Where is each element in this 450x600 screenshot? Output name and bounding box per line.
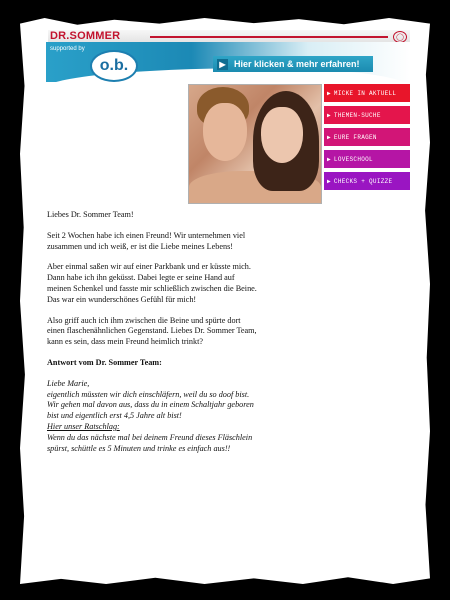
- arrow-right-icon: ▶: [327, 155, 331, 163]
- arrow-right-icon: ▶: [217, 59, 228, 70]
- letter-greeting: Liebes Dr. Sommer Team!: [47, 210, 134, 219]
- answer-text-2: Wenn du das nächste mal bei deinem Freund dieses Fläschlein spürst, schüttle es 5 Minuten und trinke es einfach aus!!: [47, 432, 253, 453]
- nav-item-aktuell[interactable]: ▶ MICKE IN AKTUELL: [324, 84, 410, 102]
- brand-divider: [150, 36, 388, 38]
- answer-advice-heading: Hier unser Ratschlag:: [47, 421, 120, 431]
- answer-salutation: Liebe Marie,: [47, 378, 90, 388]
- letter-content: [47, 210, 257, 454]
- brand-logo[interactable]: DR.SOMMER: [50, 30, 121, 42]
- nav-item-eure-fragen[interactable]: ▶ EURE FRAGEN: [324, 128, 410, 146]
- couple-photo: [188, 84, 322, 204]
- nav-item-checks-quizze[interactable]: ▶ CHECKS + QUIZZE: [324, 172, 410, 190]
- answer-text-1: eigentlich müssten wir dich einschläfern, weil du so doof bist. Wir gehen mal davon aus, dass du in einem Schaltjahr geboren bist und eigentlich erst 4,5 Jahre alt bist!: [47, 389, 254, 421]
- more-info-label: Hier klicken & mehr erfahren!: [234, 59, 360, 69]
- more-info-button[interactable]: [213, 56, 373, 72]
- arrow-right-icon: ▶: [327, 89, 331, 97]
- answer-heading: Antwort vom Dr. Sommer Team:: [47, 357, 162, 367]
- arrow-right-icon: ▶: [327, 177, 331, 185]
- nav-item-themen-suche[interactable]: ▶ THEMEN-SUCHE: [324, 106, 410, 124]
- side-nav: [324, 84, 410, 194]
- letter-paragraph-1: Seit 2 Wochen habe ich einen Freund! Wir unternehmen viel zusammen und ich weiß, er ist die Liebe meines Lebens!: [47, 230, 246, 251]
- arrow-right-icon: ▶: [327, 133, 331, 141]
- answer-body: [47, 379, 257, 455]
- ob-logo[interactable]: o.b.: [90, 50, 138, 82]
- nav-item-loveschool[interactable]: ▶ LOVESCHOOL: [324, 150, 410, 168]
- globe-icon[interactable]: ◯: [393, 31, 407, 43]
- supported-by-label: supported by: [50, 46, 85, 52]
- letter-paragraph-2: Aber einmal saßen wir auf einer Parkbank und er küsste mich. Dann habe ich ihn geküsst. Dabei legte er seine Hand auf meinen Schenkel und fasste mir schließlich zwischen die Beine. Das war ein wunderschönes Gefühl für mich!: [47, 262, 257, 304]
- letter-paragraph-3: Also griff auch ich ihm zwischen die Beine und spürte dort einen flaschenähnlichen Gegenstand. Liebes Dr. Sommer Team, kann es sein, dass mein Freund heimlich trinkt?: [47, 315, 257, 347]
- arrow-right-icon: ▶: [327, 111, 331, 119]
